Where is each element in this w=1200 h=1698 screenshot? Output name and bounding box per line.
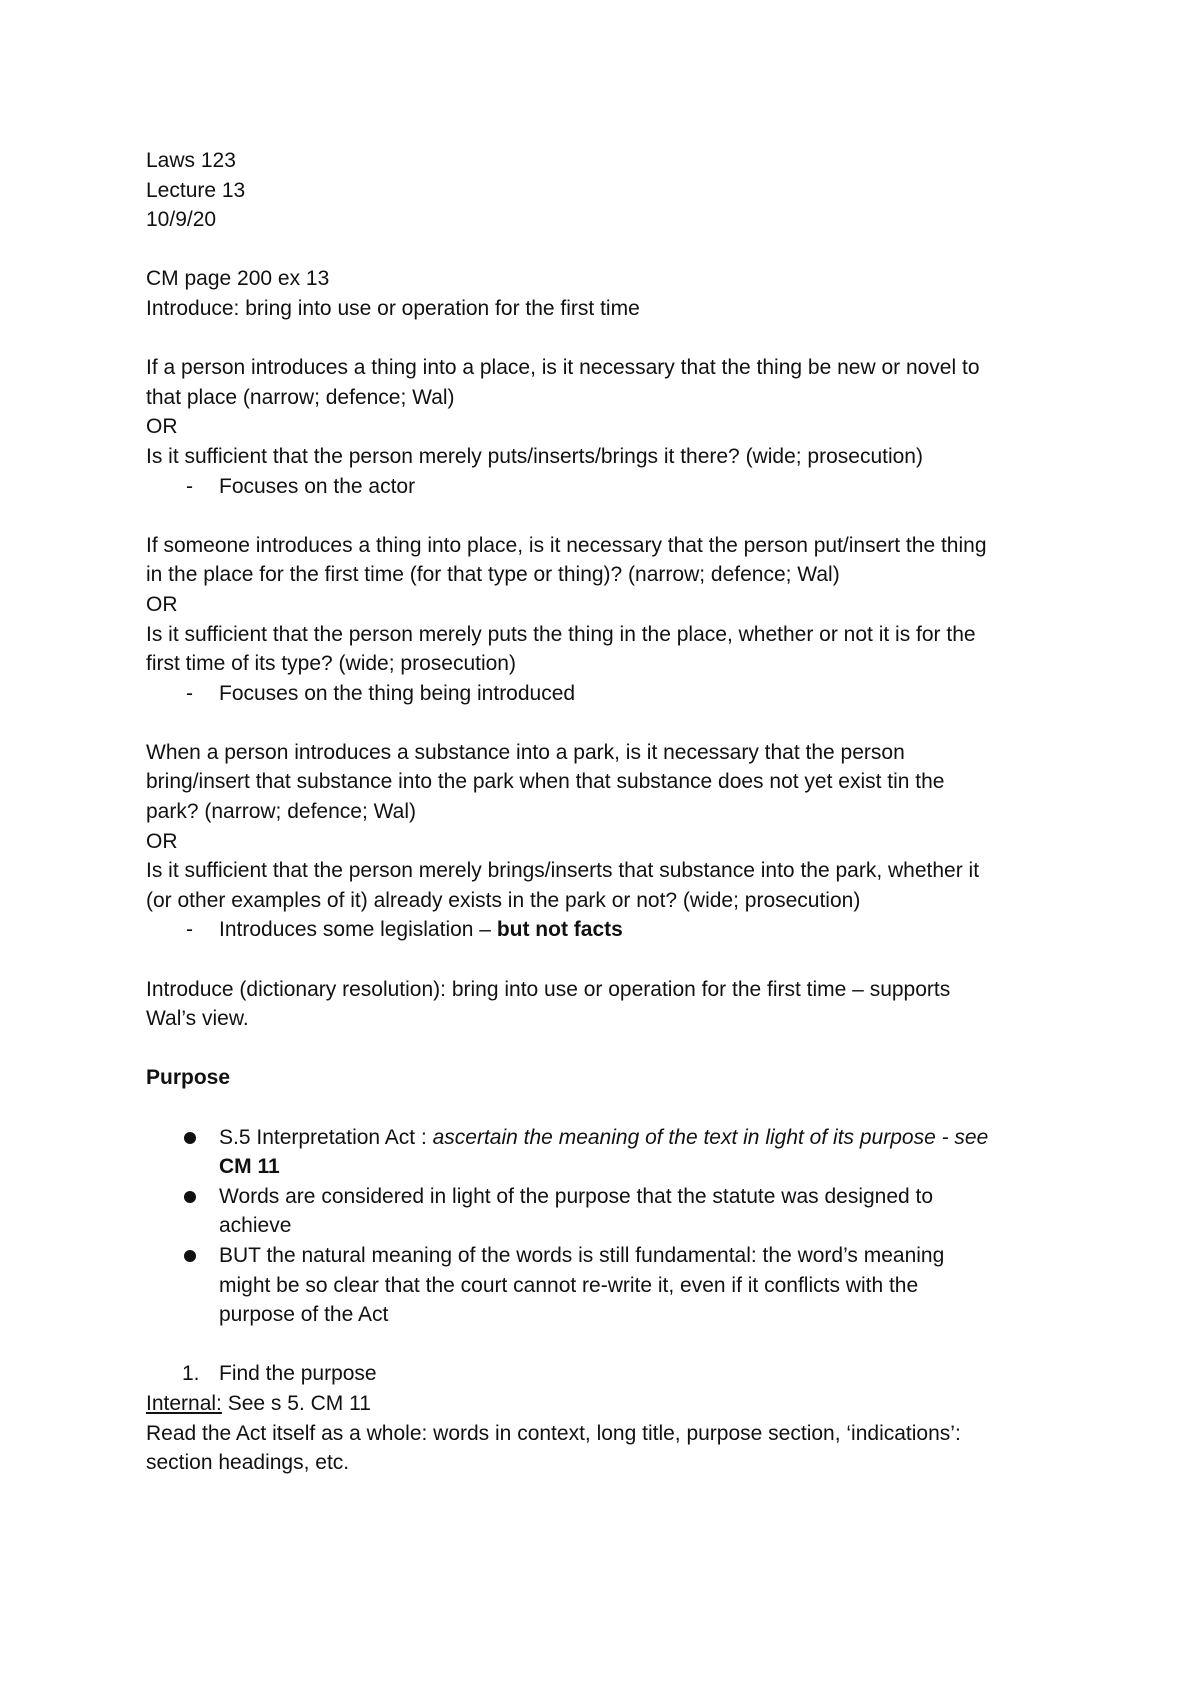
- spacer: [146, 1093, 1071, 1123]
- q3-note-item: [146, 915, 1071, 945]
- lecture-date: 10/9/20: [146, 208, 217, 232]
- purpose-heading: Purpose: [146, 1066, 231, 1090]
- step-1-text: Find the purpose: [219, 1362, 377, 1386]
- dash-marker: -: [186, 681, 193, 705]
- dash-marker: -: [186, 918, 193, 942]
- document-body: [146, 146, 1071, 1478]
- step-1: [146, 1359, 1071, 1389]
- internal-rest: See s 5. CM 11: [221, 1391, 371, 1415]
- bullet1-italic: ascertain the meaning of the text in light of its purpose - see: [432, 1125, 989, 1149]
- q3-narrow-line: bring/insert that substance into the park when that substance does not yet exist tin the: [146, 770, 945, 794]
- bullet3-line: BUT the natural meaning of the words is still fundamental: the word’s meaning: [219, 1243, 945, 1267]
- spacer: [146, 235, 1071, 265]
- q1-or: OR: [146, 415, 178, 439]
- q2-wide-line: first time of its type? (wide; prosecution): [146, 652, 516, 676]
- q1-narrow-line: that place (narrow; defence; Wal): [146, 385, 455, 409]
- q1-note-item: [146, 472, 1071, 502]
- definition-line: Introduce: bring into use or operation for the first time: [146, 296, 640, 320]
- q3-note-bold: but not facts: [496, 918, 623, 942]
- spacer: [146, 1034, 1071, 1064]
- q3-note-plain: Introduces some legislation –: [219, 918, 497, 942]
- spacer: [146, 324, 1071, 354]
- q2-wide-line: Is it sufficient that the person merely puts the thing in the place, whether or not it is for the: [146, 622, 976, 646]
- q1-narrow-line: If a person introduces a thing into a place, is it necessary that the thing be new or novel to: [146, 356, 980, 380]
- course-code: Laws 123: [146, 149, 236, 172]
- dash-marker: -: [186, 474, 193, 498]
- q1-note: Focuses on the actor: [219, 474, 416, 498]
- internal-label: Internal:: [146, 1391, 222, 1415]
- q1-wide-line: Is it sufficient that the person merely puts/inserts/brings it there? (wide; prosecution): [146, 444, 923, 468]
- read-line: section headings, etc.: [146, 1451, 350, 1475]
- q3-wide-line: (or other examples of it) already exists in the park or not? (wide; prosecution): [146, 888, 861, 912]
- bullet-dot: [184, 1191, 196, 1203]
- q3-wide-line: Is it sufficient that the person merely brings/inserts that substance into the park, whether it: [146, 859, 980, 883]
- reference-line: CM page 200 ex 13: [146, 267, 330, 291]
- q3-narrow-line: When a person introduces a substance into a park, is it necessary that the person: [146, 740, 905, 764]
- read-line: Read the Act itself as a whole: words in context, long title, purpose section, ‘indications’:: [146, 1421, 961, 1445]
- bullet2-line: Words are considered in light of the purpose that the statute was designed to: [219, 1184, 934, 1208]
- q3-narrow-line: park? (narrow; defence; Wal): [146, 800, 416, 824]
- lecture-number: Lecture 13: [146, 178, 246, 202]
- resolution-line: Wal’s view.: [146, 1007, 249, 1031]
- bullet-dot: [184, 1250, 196, 1262]
- purpose-bullet-3: [146, 1241, 1071, 1330]
- bullet-dot: [184, 1132, 196, 1144]
- spacer: [146, 708, 1071, 738]
- resolution-line: Introduce (dictionary resolution): bring into use or operation for the first time – supports: [146, 977, 951, 1001]
- spacer: [146, 945, 1071, 975]
- internal-line: [146, 1389, 1071, 1419]
- bullet1-plain: S.5 Interpretation Act :: [219, 1125, 433, 1149]
- purpose-bullet-2: [146, 1182, 1071, 1241]
- q3-or: OR: [146, 829, 178, 853]
- bullet1-bold: CM 11: [219, 1155, 280, 1179]
- purpose-bullet-1: [146, 1123, 1071, 1182]
- bullet3-line: might be so clear that the court cannot re-write it, even if it conflicts with the: [219, 1273, 919, 1297]
- q2-narrow-line: in the place for the first time (for that type or thing)? (narrow; defence; Wal): [146, 563, 840, 587]
- spacer: [146, 501, 1071, 531]
- q2-or: OR: [146, 592, 178, 616]
- bullet2-line: achieve: [219, 1214, 292, 1238]
- q2-note: Focuses on the thing being introduced: [219, 681, 576, 705]
- bullet3-line: purpose of the Act: [219, 1303, 389, 1327]
- q2-narrow-line: If someone introduces a thing into place, is it necessary that the person put/insert the thing: [146, 533, 987, 557]
- q2-note-item: [146, 679, 1071, 709]
- step-number: 1.: [182, 1362, 200, 1386]
- spacer: [146, 1330, 1071, 1360]
